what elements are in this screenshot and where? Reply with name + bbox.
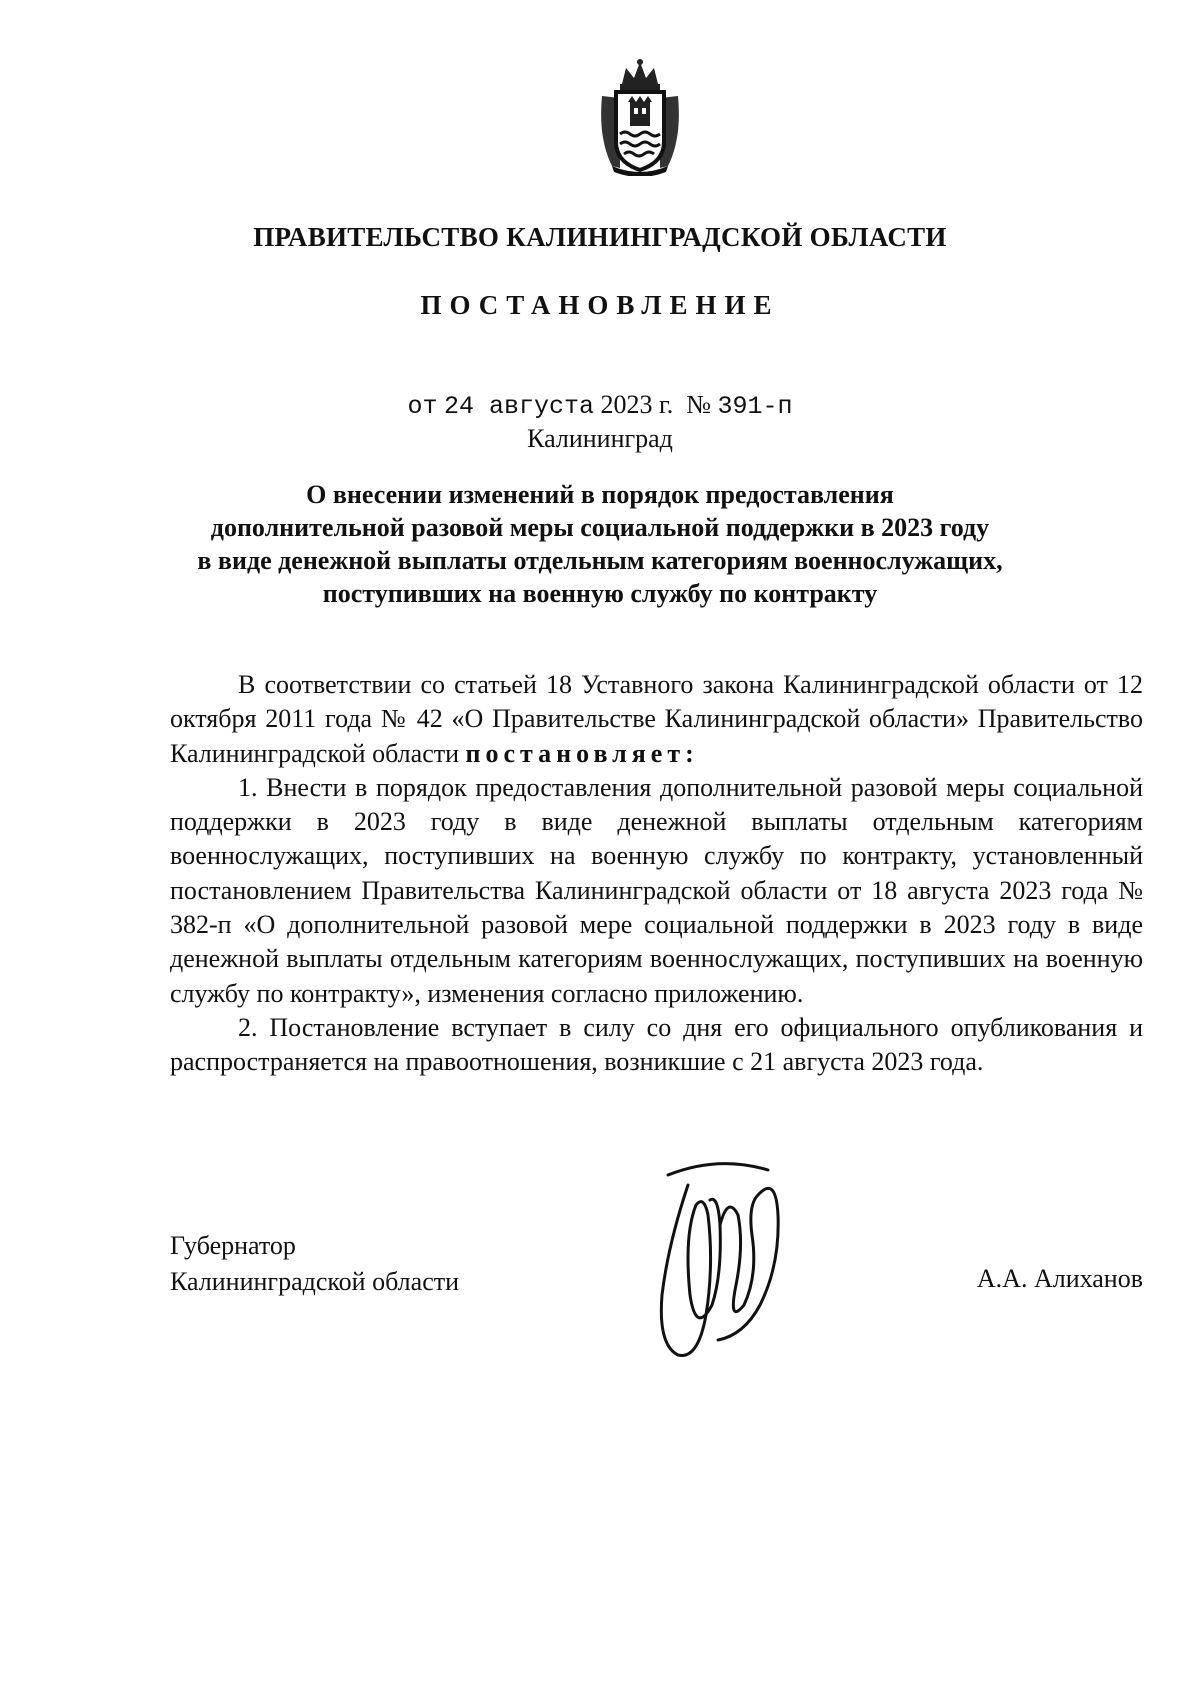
item-1-paragraph: 1. Внести в порядок предоставления дополнительной разовой меры социальной поддержки в 2023 году в виде денежной выплаты отдельным категориям военнослужащих, поступивших на военную службу по контракту, установленный постановлением Правительства Калининградской области от 18 августа 2023 года № 382-п «О дополнительной разовой мере социальной поддержки в 2023 году в виде денежной выплаты отдельным категориям военнослужащих, поступивших на военную службу по контракту», изменения согласно приложению. [170, 772, 1143, 1008]
document-body [170, 668, 1143, 1080]
preamble-text: В соответствии со статьей 18 Уставного закона Калининградской области от 12 октября 2011 года № 42 «О Правительстве Калининградской области» Правительство Калининградской области [170, 670, 1143, 768]
position-line: Калининградской области [170, 1267, 460, 1296]
number-sign: № [686, 390, 712, 419]
document-subject [150, 478, 1050, 610]
subject-line: дополнительной разовой меры социальной поддержки в 2023 году [210, 513, 990, 542]
document-type: ПОСТАНОВЛЕНИЕ [420, 290, 780, 320]
date-day-month: 24 августа [443, 392, 594, 421]
resolves-word: постановляет: [465, 738, 699, 768]
handwritten-signature-icon [648, 1155, 788, 1365]
position-line: Губернатор [170, 1231, 296, 1260]
government-title: ПРАВИТЕЛЬСТВО КАЛИНИНГРАДСКОЙ ОБЛАСТИ [253, 222, 947, 252]
subject-line: в виде денежной выплаты отдельным категориям военнослужащих, [197, 546, 1003, 575]
signatory-name: А.А. Алиханов [976, 1264, 1143, 1293]
preamble-paragraph [170, 668, 1143, 771]
document-number: 391-п [717, 392, 793, 421]
coat-of-arms-icon [590, 58, 690, 176]
date-prefix: от [407, 392, 438, 421]
date-year: 2023 г. [600, 390, 674, 419]
city: Калининград [527, 424, 673, 453]
date-number-line [0, 390, 1200, 421]
subject-line: О внесении изменений в порядок предоставления [306, 480, 894, 509]
signatory-position [170, 1228, 459, 1300]
item-2-paragraph: 2. Постановление вступает в силу со дня его официального опубликования и распространяется на правоотношения, возникшие с 21 августа 2023 года. [170, 1012, 1143, 1077]
subject-line: поступивших на военную службу по контракту [322, 579, 878, 608]
